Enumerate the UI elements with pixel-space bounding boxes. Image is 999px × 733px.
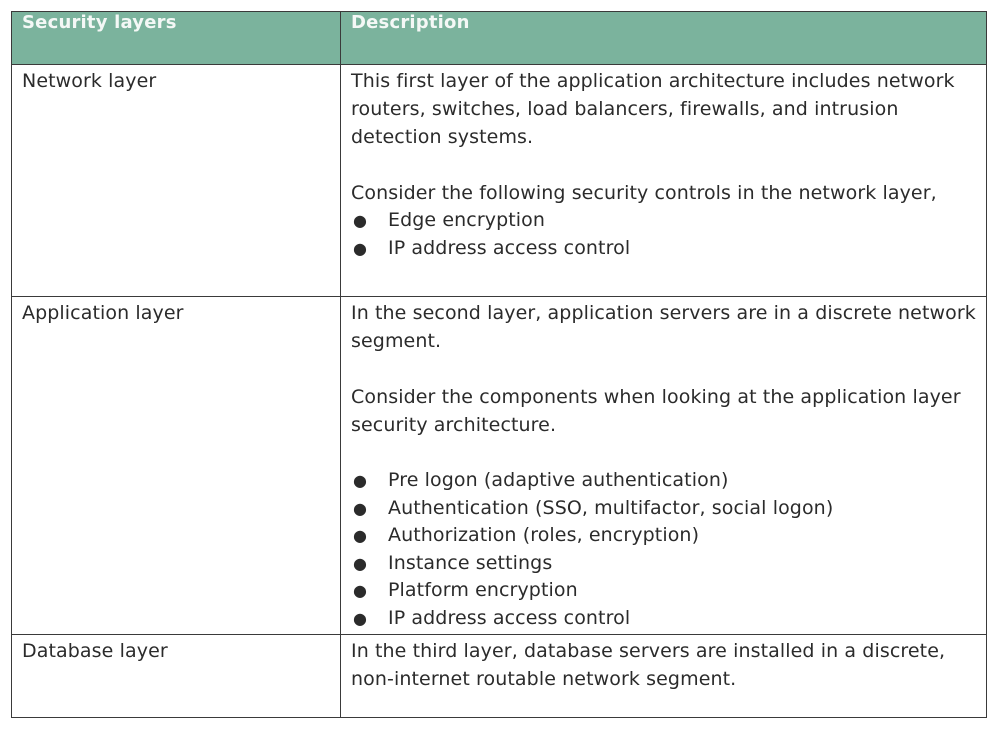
list-item [351,495,976,523]
list-item [351,467,976,495]
table-row-network-layer [12,65,987,297]
description-paragraph: In the second layer, application servers are in a discrete network segment. [351,302,976,352]
table-row-database-layer [12,635,987,718]
list-item-text: Platform encryption [388,579,578,601]
description-cell [341,635,987,718]
layer-name-cell: Database layer [12,635,341,718]
bullet-icon: ● [353,471,368,490]
list-item [351,550,976,578]
description-paragraph: Consider the components when looking at the application layer security architecture. [351,386,961,436]
list-item-text: Instance settings [388,551,553,574]
list-item-text: Authorization (roles, encryption) [388,524,700,546]
bullet-list [351,467,976,632]
description-paragraph: Consider the following security controls in the network layer, [351,182,937,204]
header-description: Description [341,12,987,65]
list-item-text: Authentication (SSO, multifactor, social logon) [388,496,834,519]
list-item-text: IP address access control [388,236,631,259]
security-layers-table [11,11,987,718]
description-cell [341,65,987,297]
list-item [351,235,976,263]
bullet-icon: ● [353,553,368,573]
header-row [12,12,987,65]
header-security-layers: Security layers [12,12,341,65]
list-item [351,207,976,235]
bullet-icon: ● [353,238,368,258]
list-item [351,605,976,633]
description-cell [341,297,987,635]
bullet-icon: ● [353,581,368,600]
list-item [351,577,976,605]
bullet-icon: ● [353,608,368,628]
list-item-text: IP address access control [388,606,631,629]
bullet-icon: ● [353,526,368,545]
list-item-text: Pre logon (adaptive authentication) [388,469,729,491]
bullet-icon: ● [353,498,368,518]
list-item-text: Edge encryption [388,209,546,231]
layer-name-cell: Application layer [12,297,341,635]
layer-name-cell: Network layer [12,65,341,297]
description-paragraph: In the third layer, database servers are installed in a discrete, non-internet routable network segment. [351,640,946,690]
list-item [351,522,976,550]
table-row-application-layer [12,297,987,635]
bullet-icon: ● [353,211,368,230]
table-header [12,12,987,65]
description-paragraph: This first layer of the application architecture includes network routers, switches, load balancers, firewalls, and intrusion detection systems. [351,70,955,148]
bullet-list [351,207,976,262]
